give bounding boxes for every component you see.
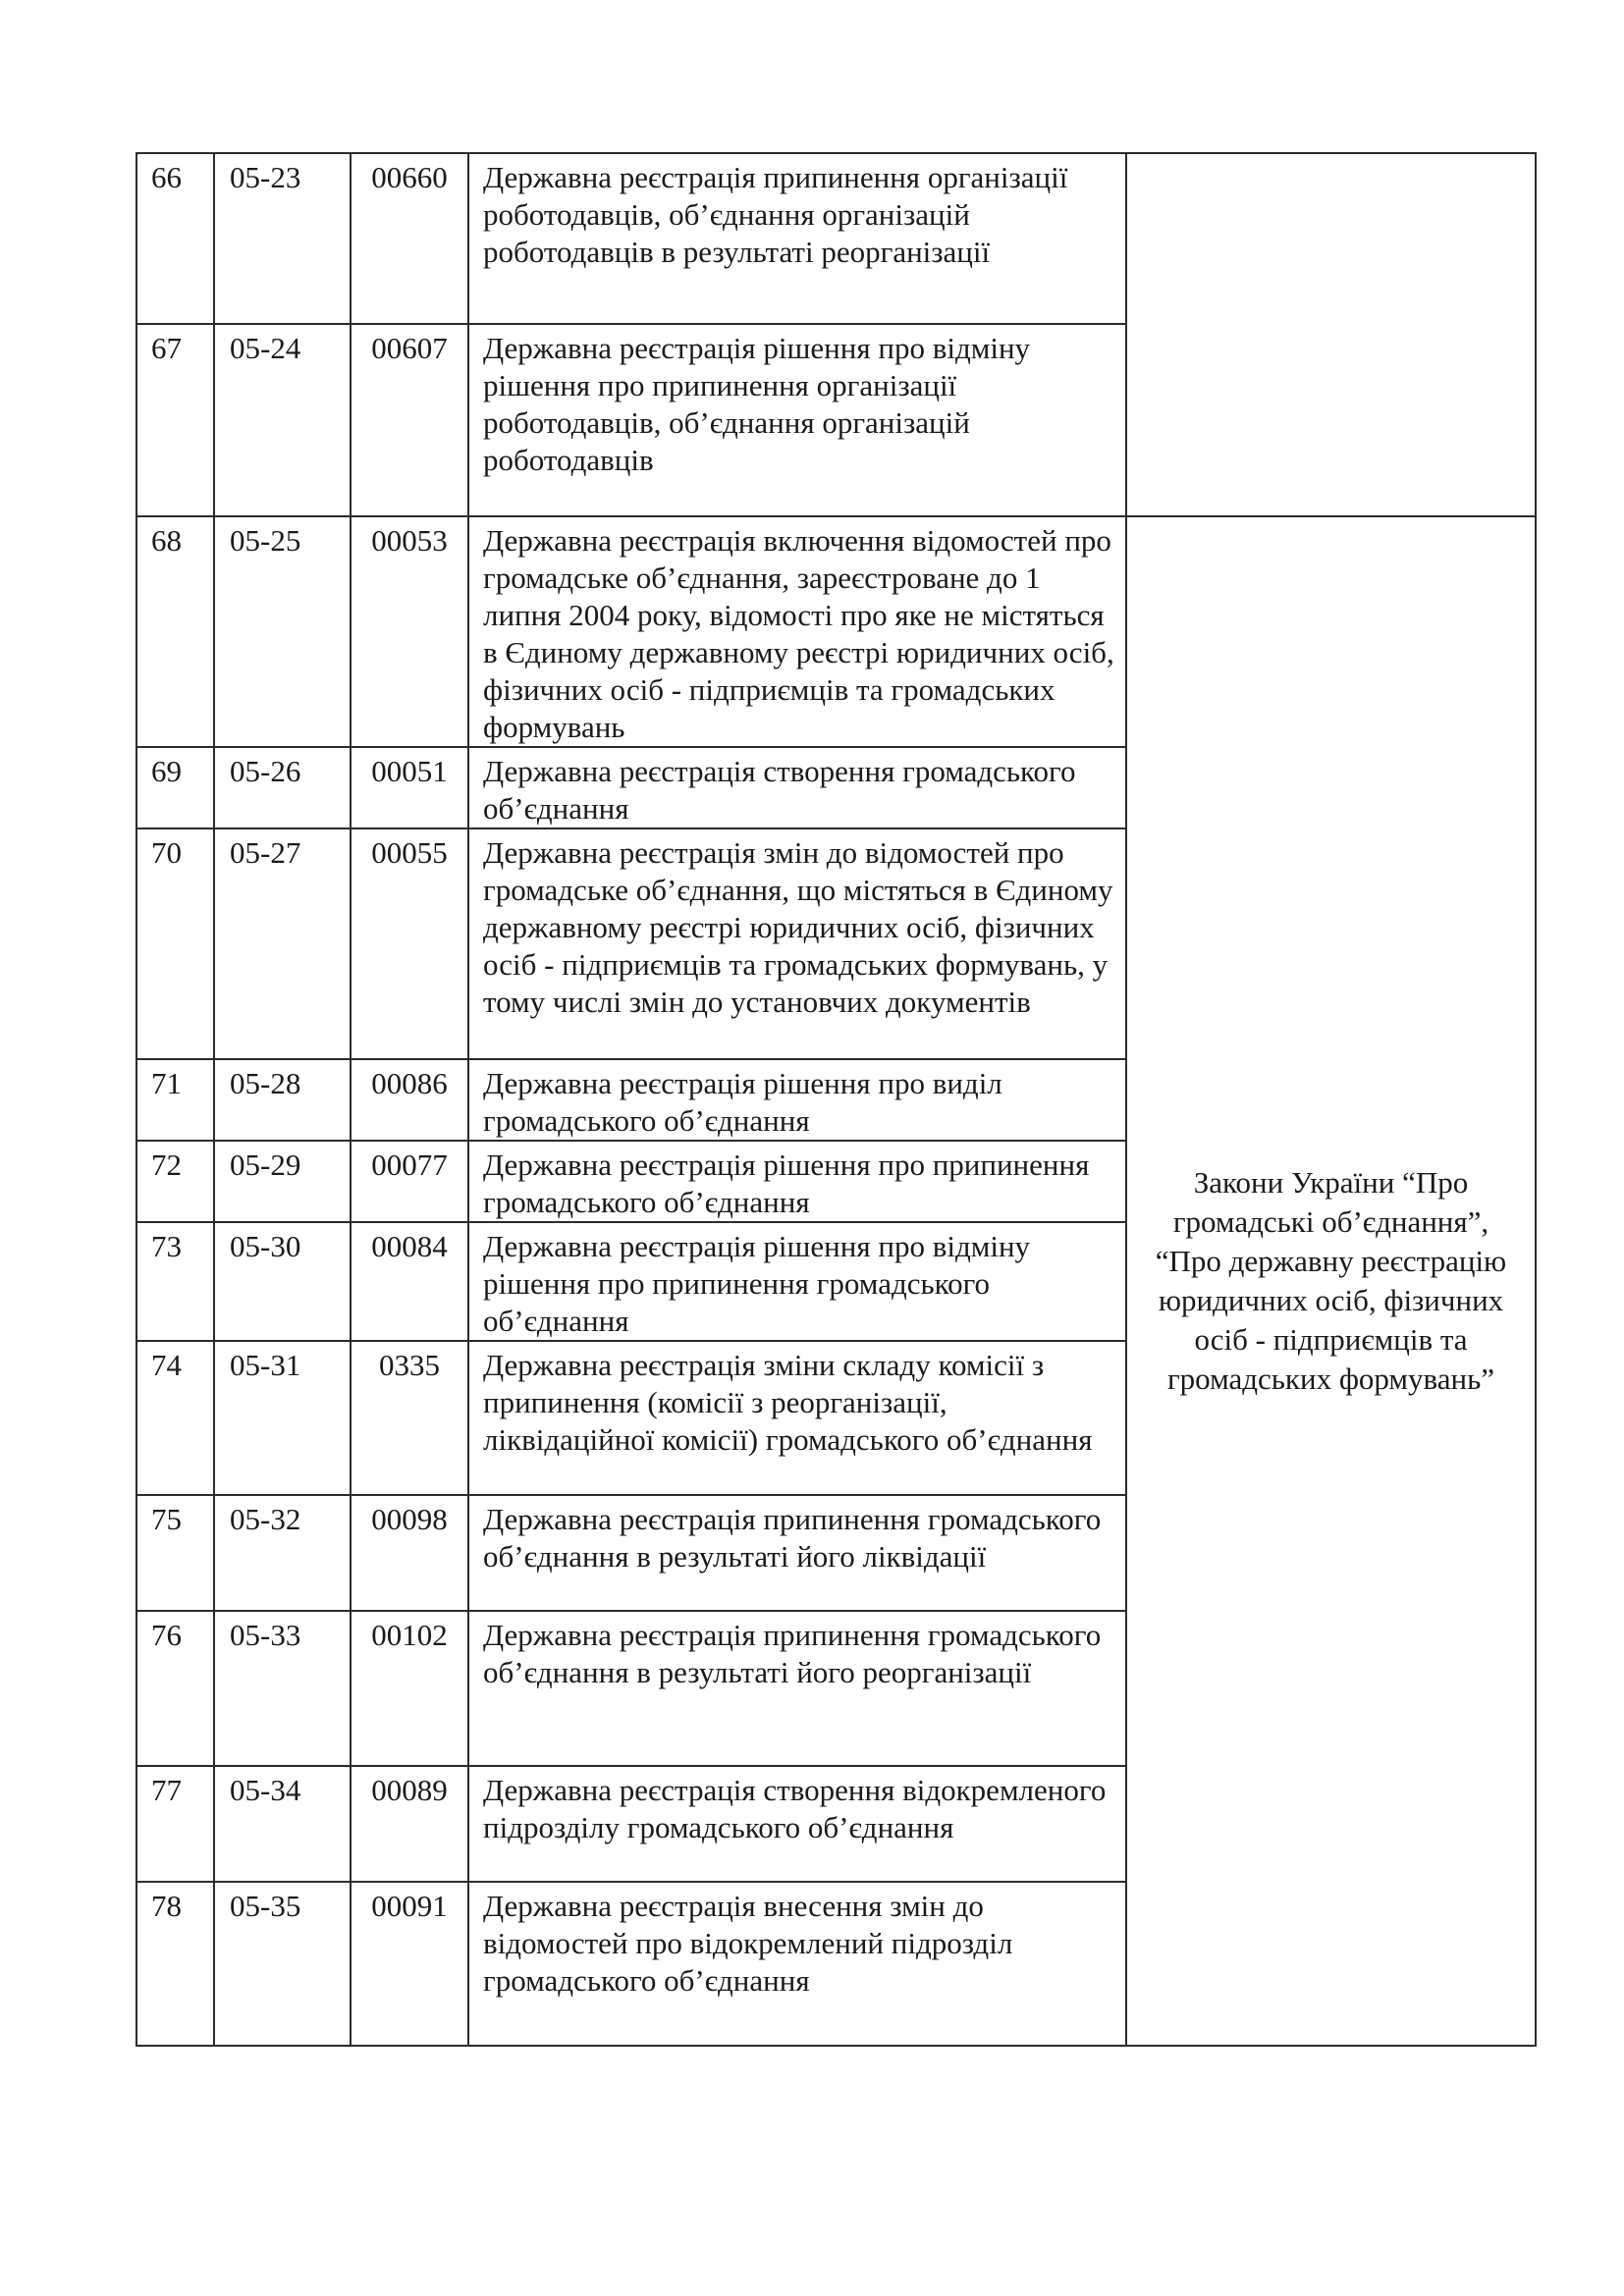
service-code: 05-24	[214, 324, 351, 516]
service-description: Державна реєстрація внесення змін до відомостей про відокремлений підрозділ громадського об’єднання	[468, 1882, 1126, 2046]
service-code: 05-25	[214, 516, 351, 747]
service-id: 0335	[351, 1341, 468, 1495]
service-description: Державна реєстрація зміни складу комісії з припинення (комісії з реорганізації, ліквідаційної комісії) громадського об’єднання	[468, 1341, 1126, 1495]
service-id: 00102	[351, 1611, 468, 1766]
service-description: Державна реєстрація рішення про відміну рішення про припинення організації роботодавців, об’єднання організацій роботодавців	[468, 324, 1126, 516]
row-number: 74	[136, 1341, 214, 1495]
service-description: Державна реєстрація рішення про виділ громадського об’єднання	[468, 1059, 1126, 1141]
service-id: 00053	[351, 516, 468, 747]
service-code: 05-34	[214, 1766, 351, 1882]
row-number: 66	[136, 153, 214, 324]
service-code: 05-27	[214, 828, 351, 1059]
service-description: Державна реєстрація припинення організації роботодавців, об’єднання організацій роботодавців в результаті реорганізації	[468, 153, 1126, 324]
service-id: 00086	[351, 1059, 468, 1141]
service-code: 05-28	[214, 1059, 351, 1141]
row-number: 71	[136, 1059, 214, 1141]
service-code: 05-31	[214, 1341, 351, 1495]
row-number: 69	[136, 747, 214, 828]
service-code: 05-35	[214, 1882, 351, 2046]
service-code: 05-23	[214, 153, 351, 324]
service-description: Державна реєстрація включення відомостей про громадське об’єднання, зареєстроване до 1 липня 2004 року, відомості про яке не містяться в Єдиному державному реєстрі юридичних осіб, фізичних осіб - підприємців та громадських формувань	[468, 516, 1126, 747]
service-id: 00098	[351, 1495, 468, 1611]
service-id: 00077	[351, 1141, 468, 1222]
service-id: 00055	[351, 828, 468, 1059]
service-description: Державна реєстрація рішення про відміну рішення про припинення громадського об’єднання	[468, 1222, 1126, 1341]
row-number: 67	[136, 324, 214, 516]
services-table	[135, 152, 1537, 2047]
service-description: Державна реєстрація припинення громадського об’єднання в результаті його реорганізації	[468, 1611, 1126, 1766]
service-id: 00660	[351, 153, 468, 324]
legal-basis-text: Закони України “Про громадські об’єднання”, “Про державну реєстрацію юридичних осіб, фізичних осіб - підприємців та громадських формувань”	[1155, 1165, 1507, 1396]
row-number: 76	[136, 1611, 214, 1766]
legal-basis-cell	[1126, 153, 1536, 516]
table-row	[136, 516, 1536, 747]
service-id: 00607	[351, 324, 468, 516]
row-number: 73	[136, 1222, 214, 1341]
service-description: Державна реєстрація припинення громадського об’єднання в результаті його ліквідації	[468, 1495, 1126, 1611]
service-description: Державна реєстрація рішення про припинення громадського об’єднання	[468, 1141, 1126, 1222]
service-code: 05-30	[214, 1222, 351, 1341]
service-code: 05-32	[214, 1495, 351, 1611]
row-number: 72	[136, 1141, 214, 1222]
table-row	[136, 153, 1536, 324]
service-code: 05-26	[214, 747, 351, 828]
service-code: 05-29	[214, 1141, 351, 1222]
service-id: 00084	[351, 1222, 468, 1341]
service-description: Державна реєстрація створення громадського об’єднання	[468, 747, 1126, 828]
service-description: Державна реєстрація змін до відомостей про громадське об’єднання, що містяться в Єдиному державному реєстрі юридичних осіб, фізичних осіб - підприємців та громадських формувань, у тому числі змін до установчих документів	[468, 828, 1126, 1059]
row-number: 75	[136, 1495, 214, 1611]
service-code: 05-33	[214, 1611, 351, 1766]
row-number: 70	[136, 828, 214, 1059]
service-id: 00051	[351, 747, 468, 828]
service-description: Державна реєстрація створення відокремленого підрозділу громадського об’єднання	[468, 1766, 1126, 1882]
row-number: 77	[136, 1766, 214, 1882]
service-id: 00091	[351, 1882, 468, 2046]
row-number: 68	[136, 516, 214, 747]
service-id: 00089	[351, 1766, 468, 1882]
row-number: 78	[136, 1882, 214, 2046]
legal-basis-cell	[1126, 516, 1536, 2046]
